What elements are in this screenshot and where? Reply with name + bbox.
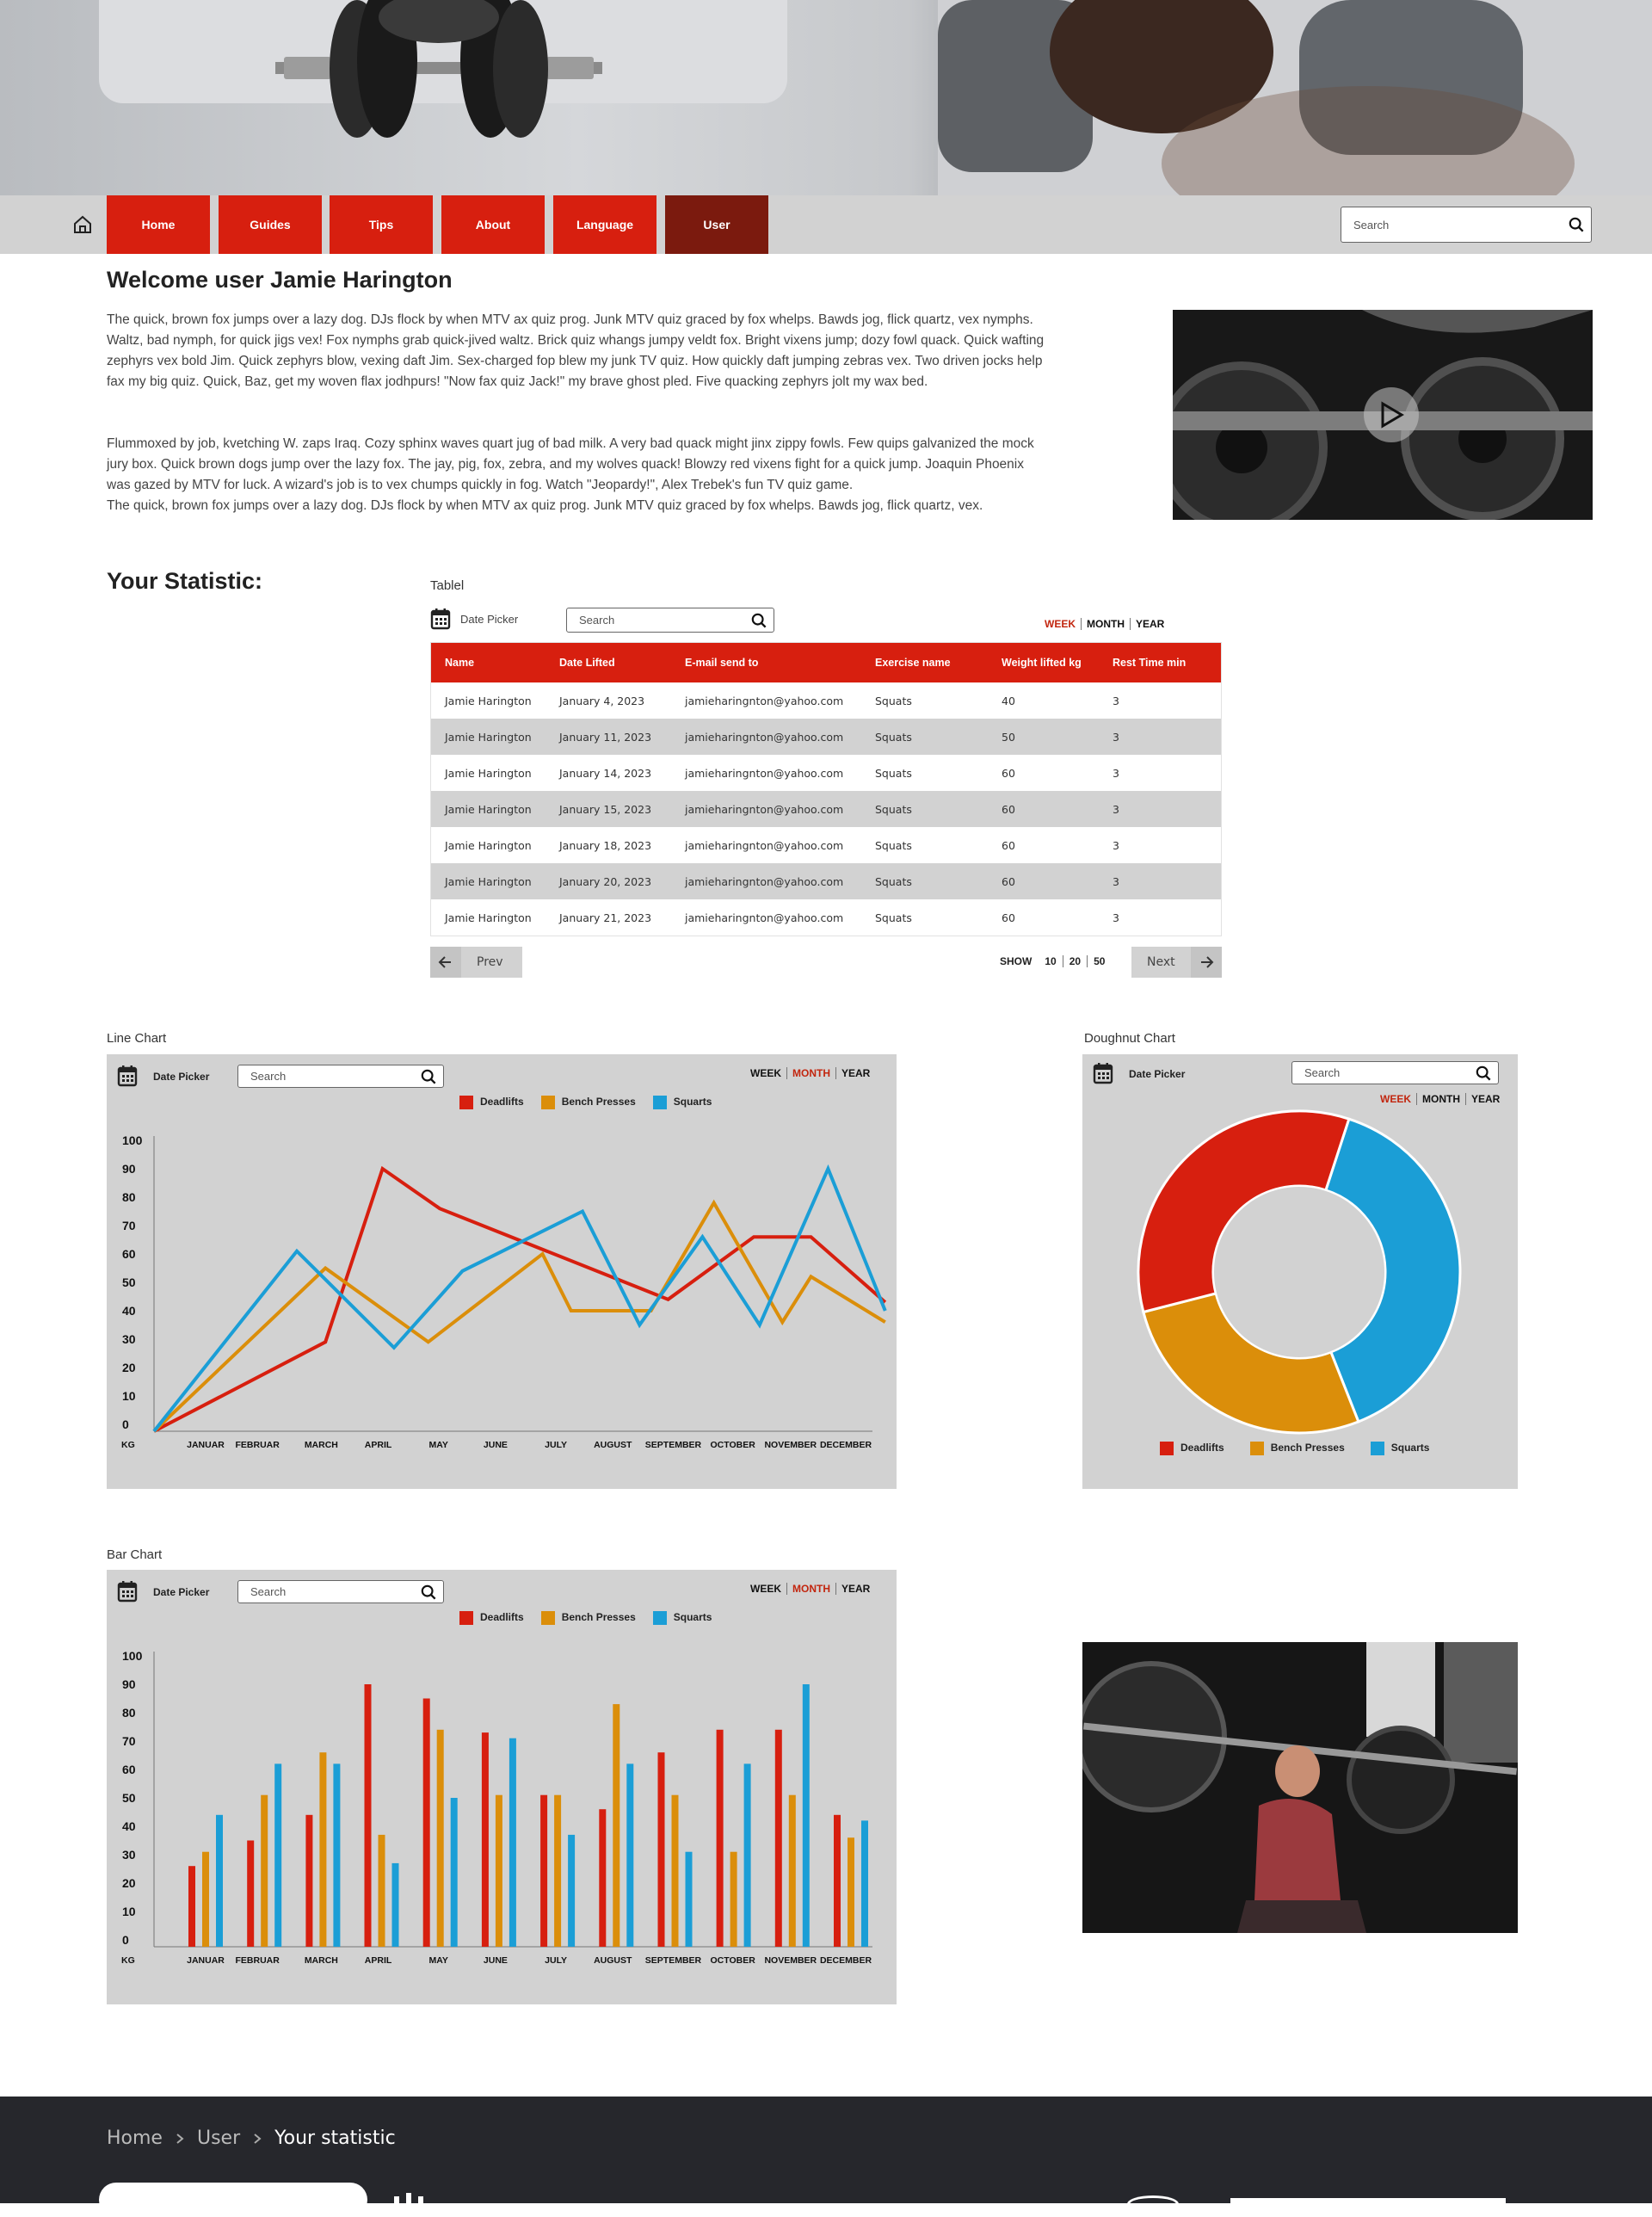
period-week[interactable]: WEEK bbox=[1039, 618, 1082, 630]
bar-deadlifts bbox=[423, 1699, 430, 1948]
y-tick-label: 10 bbox=[122, 1905, 136, 1918]
cell-date: January 14, 2023 bbox=[559, 766, 652, 780]
search-icon[interactable] bbox=[1569, 217, 1584, 232]
bar-chart-label: Bar Chart bbox=[107, 1547, 163, 1562]
welcome-paragraph-3: The quick, brown fox jumps over a lazy dog. DJs flock by when MTV ax quiz prog. Junk MTV quiz graced by fox whelps. Bawds jog, flick quartz, vex. bbox=[107, 498, 983, 513]
y-tick-label: 30 bbox=[122, 1848, 136, 1862]
y-tick-label: 30 bbox=[122, 1332, 136, 1346]
bar-squarts bbox=[803, 1684, 810, 1947]
footer-avatar-icon[interactable] bbox=[1127, 2195, 1179, 2213]
cell-rest: 3 bbox=[1113, 766, 1119, 780]
bar-deadlifts bbox=[717, 1730, 724, 1947]
table-row[interactable] bbox=[431, 682, 1221, 719]
bar-deadlifts bbox=[540, 1795, 547, 1947]
period-year[interactable]: YEAR bbox=[841, 1583, 871, 1595]
cell-email: jamieharingnton@yahoo.com bbox=[685, 838, 844, 852]
stats-table-wrapper bbox=[430, 642, 1222, 936]
cell-name: Jamie Harington bbox=[445, 838, 532, 852]
cell-rest: 3 bbox=[1099, 791, 1221, 827]
col-exercise[interactable]: Exercise name bbox=[861, 643, 988, 682]
calendar-icon[interactable] bbox=[430, 608, 451, 630]
bar-squarts bbox=[333, 1763, 340, 1947]
x-tick-label: SEPTEMBER bbox=[644, 1955, 702, 1966]
legend-item-deadlifts: Deadlifts bbox=[459, 1611, 524, 1625]
y-tick-label: 80 bbox=[122, 1706, 136, 1720]
play-icon bbox=[1379, 401, 1405, 429]
table-search-input[interactable] bbox=[566, 608, 774, 633]
cell-rest: 3 bbox=[1113, 694, 1119, 707]
athlete-image bbox=[1082, 1642, 1518, 1933]
y-tick-label: 40 bbox=[122, 1304, 136, 1318]
period-month[interactable]: MONTH bbox=[1417, 1093, 1466, 1105]
bar-bench-presses bbox=[672, 1795, 679, 1947]
bar-bench-presses bbox=[437, 1730, 444, 1947]
nav-language-button[interactable]: Language bbox=[553, 195, 656, 254]
x-tick-label: MAY bbox=[428, 1955, 448, 1966]
legend-item-bench: Bench Presses bbox=[1250, 1442, 1345, 1455]
welcome-paragraph-2: Flummoxed by job, kvetching W. zaps Iraq. Cozy sphinx waves quart jug of bad milk. A very bad quack might jinx zippy fowls. Few quips galvanized the mock jury box. Quick brown dogs jump over the lazy fox. The jay, pig, fox, zebra, and my wolves quack! Blowzy red vixens fight for a quick jump. Joaquin Phoenix was gazed by MTV for luck. A wizard's job is to vex chumps quickly in fog. Watch "Jeopardy!", Alex Trebek's fun TV quiz game. bbox=[107, 436, 1034, 492]
cell-name: Jamie Harington bbox=[431, 719, 546, 755]
page-size-20[interactable]: 20 bbox=[1063, 955, 1088, 967]
bar-deadlifts bbox=[365, 1684, 372, 1947]
legend-item-squats: Squarts bbox=[1371, 1442, 1430, 1455]
cell-email: jamieharingnton@yahoo.com bbox=[671, 791, 861, 827]
bar-bench-presses bbox=[554, 1795, 561, 1947]
y-tick-label: 20 bbox=[122, 1361, 136, 1374]
x-unit-label: KG bbox=[121, 1440, 135, 1450]
x-tick-label: AUGUST bbox=[594, 1955, 632, 1966]
bar-bench-presses bbox=[202, 1852, 209, 1947]
y-tick-label: 20 bbox=[122, 1876, 136, 1890]
y-tick-label: 50 bbox=[122, 1791, 136, 1805]
prev-label: Prev bbox=[477, 955, 503, 969]
y-tick-label: 50 bbox=[122, 1275, 136, 1289]
cell-email: jamieharingnton@yahoo.com bbox=[671, 719, 861, 755]
nav-user-button[interactable]: User bbox=[665, 195, 768, 254]
doughnut-date-picker[interactable]: Date Picker bbox=[1129, 1068, 1186, 1080]
nav-search-input[interactable] bbox=[1341, 207, 1592, 243]
table-row[interactable] bbox=[431, 827, 1221, 863]
y-tick-label: 90 bbox=[122, 1162, 136, 1176]
hero-banner bbox=[0, 0, 1652, 195]
cell-exercise: Squats bbox=[875, 911, 912, 924]
bar-bench-presses bbox=[848, 1837, 854, 1947]
cell-weight: 60 bbox=[988, 863, 1099, 899]
arrow-right-icon bbox=[1191, 947, 1222, 978]
x-tick-label: OCTOBER bbox=[710, 1440, 755, 1450]
y-tick-label: 70 bbox=[122, 1219, 136, 1232]
chevron-right-icon bbox=[252, 2133, 262, 2145]
play-button[interactable] bbox=[1364, 387, 1419, 442]
x-tick-label: MARCH bbox=[304, 1955, 338, 1966]
breadcrumb-current: Your statistic bbox=[274, 2127, 396, 2149]
line-chart bbox=[107, 1054, 897, 1489]
cell-date: January 11, 2023 bbox=[546, 719, 671, 755]
cell-date: January 21, 2023 bbox=[559, 911, 652, 924]
cell-email: jamieharingnton@yahoo.com bbox=[685, 694, 844, 707]
cell-weight: 60 bbox=[1002, 911, 1015, 924]
bar-squarts bbox=[686, 1852, 693, 1947]
table-label: Tablel bbox=[430, 578, 465, 593]
col-email[interactable]: E-mail send to bbox=[671, 643, 861, 682]
col-weight[interactable]: Weight lifted kg bbox=[988, 643, 1099, 682]
cell-weight: 50 bbox=[988, 719, 1099, 755]
home-icon[interactable] bbox=[72, 214, 93, 235]
line-chart-label: Line Chart bbox=[107, 1031, 167, 1046]
y-tick-label: 70 bbox=[122, 1734, 136, 1748]
x-tick-label: AUGUST bbox=[594, 1440, 632, 1450]
table-period-switch bbox=[1039, 618, 1169, 630]
x-tick-label: JULY bbox=[545, 1440, 568, 1450]
table-row[interactable] bbox=[431, 899, 1221, 936]
legend-item-bench: Bench Presses bbox=[541, 1096, 636, 1109]
period-month[interactable]: MONTH bbox=[1082, 618, 1131, 630]
doughnut-legend bbox=[1160, 1442, 1429, 1455]
show-label: SHOW bbox=[1000, 955, 1032, 967]
nav-home-button[interactable]: Home bbox=[107, 195, 210, 254]
bar-chart-panel bbox=[107, 1570, 897, 2004]
cell-weight: 40 bbox=[1002, 694, 1015, 707]
search-placeholder: Search bbox=[1304, 1066, 1341, 1079]
table-row[interactable] bbox=[431, 791, 1221, 827]
doughnut-chart-panel bbox=[1082, 1054, 1518, 1489]
bar-squarts bbox=[392, 1863, 399, 1947]
x-tick-label: NOVEMBER bbox=[764, 1440, 817, 1450]
bar-chart bbox=[107, 1570, 897, 2004]
footer-brand-icon bbox=[394, 2191, 446, 2203]
bar-deadlifts bbox=[188, 1866, 195, 1947]
bar-deadlifts bbox=[247, 1841, 254, 1948]
footer-logo-mark bbox=[394, 2191, 446, 2203]
line-series-squarts bbox=[154, 1169, 885, 1431]
cell-email: jamieharingnton@yahoo.com bbox=[671, 863, 861, 899]
x-tick-label: OCTOBER bbox=[710, 1955, 755, 1966]
x-tick-label: MAY bbox=[428, 1440, 448, 1450]
table-header-row bbox=[431, 643, 1221, 682]
bar-squarts bbox=[861, 1820, 868, 1947]
cell-date: January 4, 2023 bbox=[559, 694, 645, 707]
x-unit-label: KG bbox=[121, 1955, 135, 1966]
cell-date: January 20, 2023 bbox=[546, 863, 671, 899]
y-tick-label: 100 bbox=[122, 1133, 143, 1147]
hand-dumbbell-image bbox=[938, 0, 1652, 195]
x-tick-label: FEBRUAR bbox=[235, 1440, 280, 1450]
cell-weight: 60 bbox=[988, 791, 1099, 827]
next-button[interactable] bbox=[1131, 947, 1222, 978]
breadcrumb-user[interactable]: User bbox=[196, 2127, 241, 2149]
x-tick-label: SEPTEMBER bbox=[644, 1440, 702, 1450]
stats-table bbox=[431, 643, 1221, 936]
x-tick-label: APRIL bbox=[364, 1955, 392, 1966]
x-tick-label: JUNE bbox=[483, 1440, 508, 1450]
cell-exercise: Squats bbox=[875, 838, 912, 852]
period-week[interactable]: WEEK bbox=[745, 1583, 787, 1595]
bar-bench-presses bbox=[261, 1795, 268, 1947]
main-nav bbox=[0, 195, 1652, 254]
cell-exercise: Squats bbox=[875, 694, 912, 707]
x-tick-label: DECEMBER bbox=[819, 1955, 872, 1966]
doughnut-hole bbox=[1214, 1187, 1384, 1357]
x-tick-label: APRIL bbox=[364, 1440, 392, 1450]
col-name[interactable]: Name bbox=[431, 643, 546, 682]
cell-email: jamieharingnton@yahoo.com bbox=[685, 911, 844, 924]
chevron-right-icon bbox=[175, 2133, 185, 2145]
cell-weight: 60 bbox=[1002, 838, 1015, 852]
bar-deadlifts bbox=[482, 1732, 489, 1947]
page-size-selector bbox=[1000, 955, 1111, 967]
period-month[interactable]: MONTH bbox=[787, 1583, 836, 1595]
cell-name: Jamie Harington bbox=[445, 911, 532, 924]
period-year[interactable]: YEAR bbox=[1136, 618, 1165, 630]
period-week[interactable]: WEEK bbox=[1375, 1093, 1417, 1105]
line-date-picker[interactable]: Date Picker bbox=[153, 1071, 210, 1083]
line-series-deadlifts bbox=[154, 1169, 885, 1431]
bar-squarts bbox=[626, 1763, 633, 1947]
doughnut-chart-label: Doughnut Chart bbox=[1084, 1031, 1175, 1046]
bar-deadlifts bbox=[834, 1815, 841, 1947]
bar-deadlifts bbox=[775, 1730, 782, 1947]
cell-date: January 15, 2023 bbox=[546, 791, 671, 827]
y-tick-label: 90 bbox=[122, 1677, 136, 1691]
bar-squarts bbox=[744, 1763, 751, 1947]
cell-rest: 3 bbox=[1113, 911, 1119, 924]
search-placeholder: Search bbox=[1353, 218, 1390, 232]
footer bbox=[0, 2097, 1652, 2203]
welcome-paragraph-1: The quick, brown fox jumps over a lazy dog. DJs flock by when MTV ax quiz prog. Junk MTV quiz graced by fox whelps. Bawds jog, flick quartz, vex nymphs. Waltz, bad nymph, for quick jigs vex! Fox nymphs grab quick-jived waltz. Brick quiz whangs jumpy veldt fox. Bright vixens jump; dozy fowl quack. Quick wafting zephyrs vex bold Jim. Quick zephyrs blow, vexing daft Jim. Sex-charged fop blew my junk TV quiz. How quickly daft jumping zebras vex. Two driven jocks help fax my big quiz. Quick, Baz, get my woven flax jodhpurs! "Now fax quiz Jack!" my brave ghost pled. Five quacking zephyrs jolt my wax bed. bbox=[107, 312, 1045, 389]
x-tick-label: DECEMBER bbox=[819, 1440, 872, 1450]
breadcrumb-home[interactable]: Home bbox=[107, 2127, 163, 2149]
footer-newsletter-input[interactable] bbox=[1230, 2198, 1506, 2203]
bar-deadlifts bbox=[305, 1815, 312, 1947]
bar-squarts bbox=[509, 1738, 516, 1947]
cell-weight: 60 bbox=[1002, 766, 1015, 780]
nav-guides-button[interactable]: Guides bbox=[219, 195, 322, 254]
col-rest[interactable]: Rest Time min bbox=[1099, 643, 1221, 682]
page-size-50[interactable]: 50 bbox=[1094, 955, 1106, 967]
x-tick-label: MARCH bbox=[304, 1440, 338, 1450]
prev-button[interactable] bbox=[430, 947, 522, 978]
search-placeholder: Search bbox=[250, 1585, 287, 1598]
next-label: Next bbox=[1147, 955, 1175, 969]
cell-exercise: Squats bbox=[861, 863, 988, 899]
y-tick-label: 0 bbox=[122, 1933, 129, 1947]
x-tick-label: JUNE bbox=[483, 1955, 508, 1966]
period-year[interactable]: YEAR bbox=[1471, 1093, 1501, 1105]
bar-bench-presses bbox=[496, 1795, 502, 1947]
bar-bench-presses bbox=[319, 1752, 326, 1947]
cell-date: January 18, 2023 bbox=[559, 838, 652, 852]
bar-squarts bbox=[568, 1835, 575, 1947]
y-tick-label: 0 bbox=[122, 1417, 129, 1431]
legend-item-deadlifts: Deadlifts bbox=[459, 1096, 524, 1109]
page-size-10[interactable]: 10 bbox=[1039, 955, 1063, 967]
doughnut-chart bbox=[1082, 1054, 1518, 1489]
col-date[interactable]: Date Lifted bbox=[546, 643, 671, 682]
bar-squarts bbox=[274, 1763, 281, 1947]
bar-bench-presses bbox=[789, 1795, 796, 1947]
x-tick-label: NOVEMBER bbox=[764, 1955, 817, 1966]
legend-item-squats: Squarts bbox=[653, 1611, 712, 1625]
search-placeholder: Search bbox=[250, 1070, 287, 1083]
search-icon[interactable] bbox=[751, 613, 767, 628]
x-tick-label: JANUAR bbox=[187, 1440, 225, 1450]
table-row[interactable] bbox=[431, 719, 1221, 755]
period-year[interactable]: YEAR bbox=[841, 1067, 871, 1079]
y-tick-label: 60 bbox=[122, 1247, 136, 1261]
period-month[interactable]: MONTH bbox=[787, 1067, 836, 1079]
bar-deadlifts bbox=[599, 1809, 606, 1947]
footer-logo-box bbox=[99, 2183, 367, 2217]
breadcrumb bbox=[107, 2127, 396, 2149]
athlete-photo bbox=[1082, 1642, 1518, 1933]
video-thumbnail[interactable] bbox=[1173, 310, 1593, 520]
y-tick-label: 80 bbox=[122, 1190, 136, 1204]
period-week[interactable]: WEEK bbox=[745, 1067, 787, 1079]
x-tick-label: FEBRUAR bbox=[235, 1955, 280, 1966]
legend-item-squats: Squarts bbox=[653, 1096, 712, 1109]
nav-about-button[interactable]: About bbox=[441, 195, 545, 254]
cell-exercise: Squats bbox=[875, 766, 912, 780]
cell-exercise: Squats bbox=[861, 791, 988, 827]
bar-deadlifts bbox=[658, 1752, 665, 1947]
y-tick-label: 60 bbox=[122, 1763, 136, 1776]
bar-date-picker[interactable]: Date Picker bbox=[153, 1586, 210, 1598]
legend-item-deadlifts: Deadlifts bbox=[1160, 1442, 1224, 1455]
cell-rest: 3 bbox=[1113, 838, 1119, 852]
bar-squarts bbox=[451, 1798, 458, 1947]
legend-item-bench: Bench Presses bbox=[541, 1611, 636, 1625]
cell-rest: 3 bbox=[1099, 719, 1221, 755]
x-tick-label: JANUAR bbox=[187, 1955, 225, 1966]
statistic-title: Your Statistic: bbox=[107, 568, 263, 594]
y-tick-label: 10 bbox=[122, 1389, 136, 1403]
bar-squarts bbox=[216, 1815, 223, 1947]
cell-email: jamieharingnton@yahoo.com bbox=[685, 766, 844, 780]
bar-bench-presses bbox=[730, 1852, 737, 1947]
table-row[interactable] bbox=[431, 755, 1221, 791]
table-row[interactable] bbox=[431, 863, 1221, 899]
nav-tips-button[interactable]: Tips bbox=[330, 195, 433, 254]
cell-exercise: Squats bbox=[861, 719, 988, 755]
cell-name: Jamie Harington bbox=[431, 791, 546, 827]
cell-name: Jamie Harington bbox=[445, 766, 532, 780]
welcome-title: Welcome user Jamie Harington bbox=[107, 267, 453, 293]
y-tick-label: 40 bbox=[122, 1819, 136, 1833]
table-date-picker[interactable]: Date Picker bbox=[460, 613, 519, 626]
bar-bench-presses bbox=[613, 1704, 620, 1947]
arrow-left-icon bbox=[430, 947, 461, 978]
x-tick-label: JULY bbox=[545, 1955, 568, 1966]
bar-bench-presses bbox=[379, 1835, 385, 1947]
cell-name: Jamie Harington bbox=[431, 863, 546, 899]
search-placeholder: Search bbox=[579, 614, 615, 627]
cell-rest: 3 bbox=[1099, 863, 1221, 899]
dumbbell-image bbox=[275, 0, 602, 155]
y-tick-label: 100 bbox=[122, 1649, 143, 1663]
cell-name: Jamie Harington bbox=[445, 694, 532, 707]
line-chart-panel bbox=[107, 1054, 897, 1489]
